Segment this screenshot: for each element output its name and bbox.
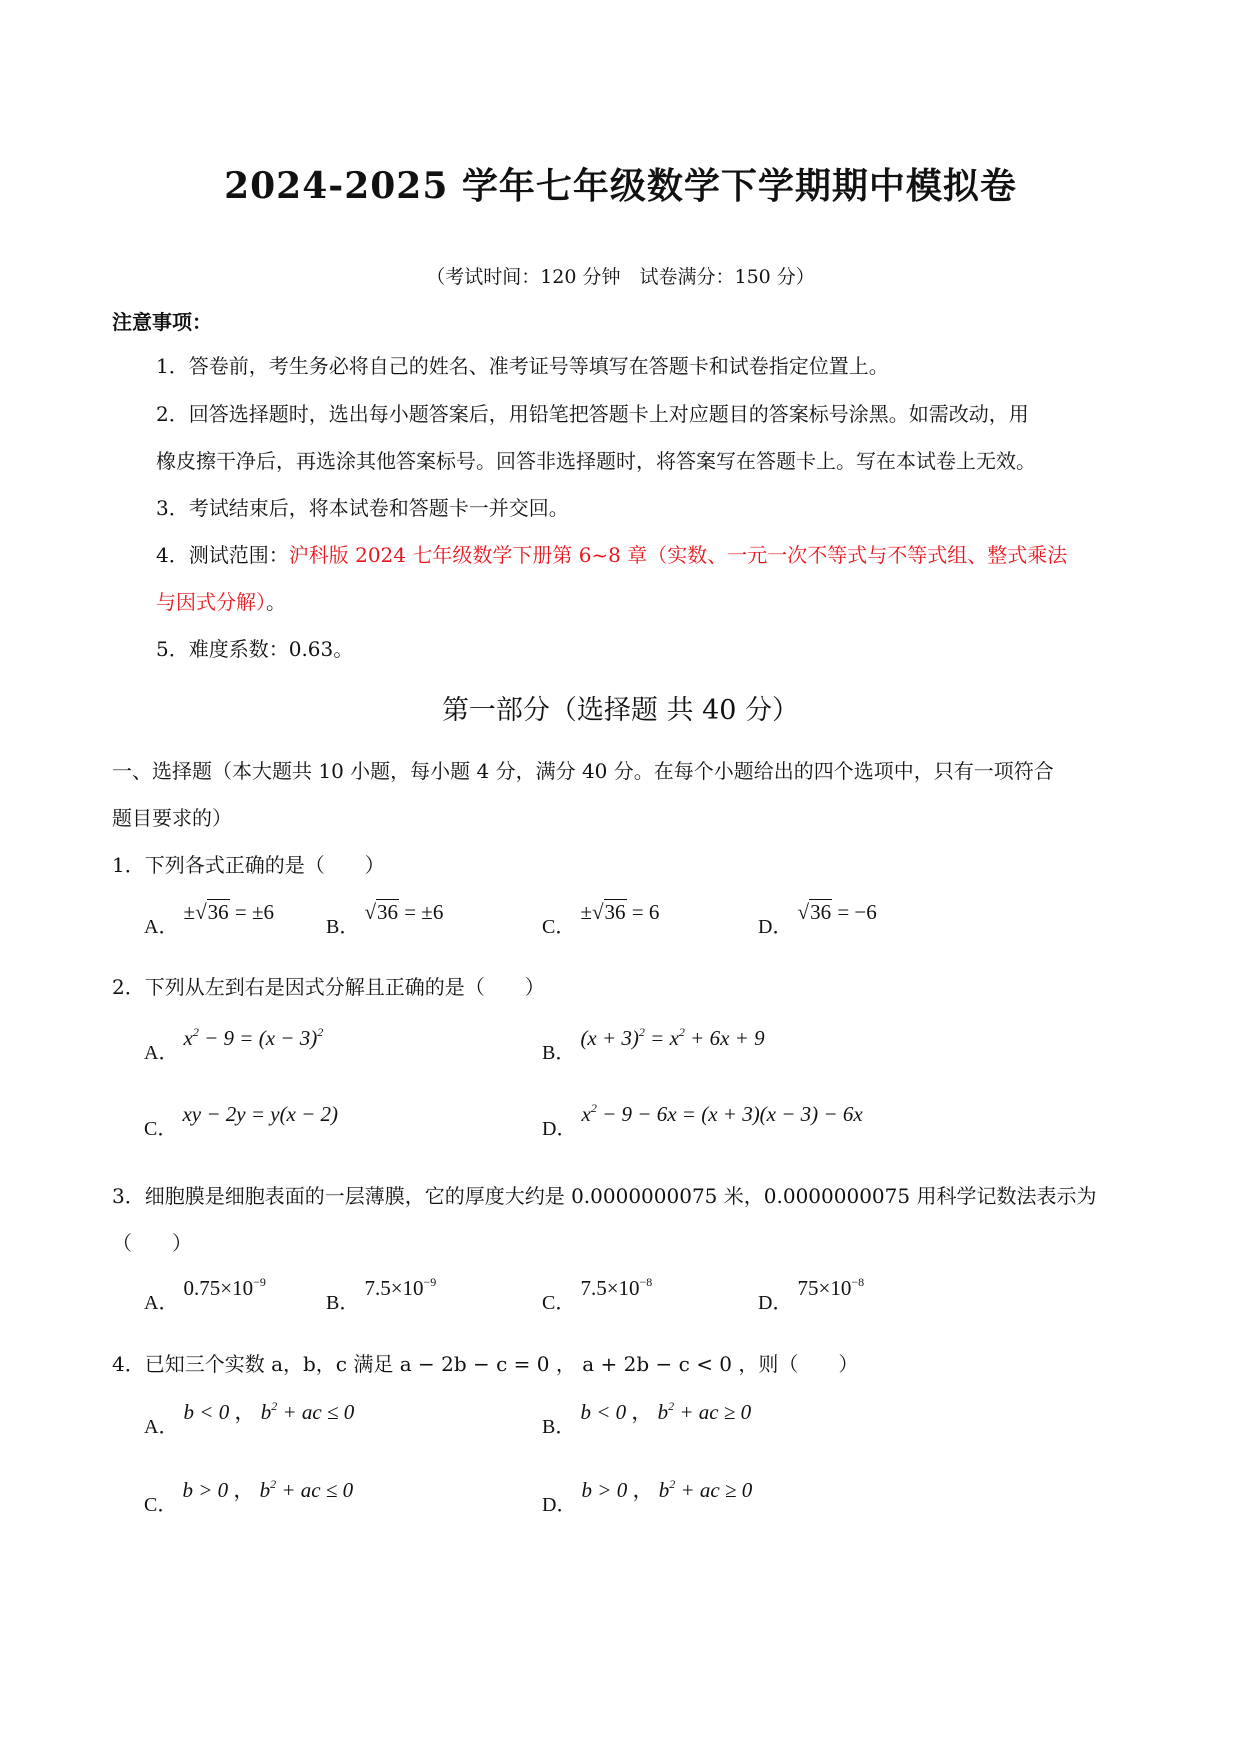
option-letter: B． — [542, 1042, 576, 1064]
q1-option-c[interactable] — [542, 896, 660, 938]
q3-option-c[interactable] — [542, 1272, 653, 1314]
q1-option-d[interactable] — [758, 896, 877, 938]
option-letter: A． — [144, 1042, 179, 1064]
option-math: xy − 2y = y(x − 2) — [182, 1102, 339, 1126]
q4-option-a[interactable] — [144, 1396, 355, 1438]
option-letter: A． — [144, 1292, 179, 1314]
question-2-stem: 2．下列从左到右是因式分解且正确的是（ ） — [112, 975, 545, 999]
section-instructions-cont: 题目要求的） — [112, 806, 232, 830]
option-letter: D． — [758, 1292, 793, 1314]
test-scope: 沪科版 2024 七年级数学下册第 6~8 章（实数、一元一次不等式与不等式组、整式乘法 — [288, 543, 1068, 567]
q4-option-c[interactable] — [144, 1474, 354, 1516]
option-letter: C． — [542, 1292, 576, 1314]
option-math: $0.75\times 10^{-9}$ — [183, 1275, 266, 1300]
option-math: $7.5\times 10^{-8}$ — [580, 1275, 653, 1300]
option-letter: D． — [758, 916, 793, 938]
option-math: √36 = ±6 — [364, 900, 444, 924]
q3-option-b[interactable] — [326, 1272, 437, 1314]
exam-title: 2024-2025 学年七年级数学下学期期中模拟卷 — [224, 165, 1017, 207]
question-4-stem: 4．已知三个实数 a，b，c 满足 a − 2b − c = 0 ， a + 2b − c < 0 ，则（ ） — [112, 1352, 859, 1376]
option-letter: C． — [144, 1494, 178, 1516]
q4-option-d[interactable] — [542, 1474, 753, 1516]
option-math: b < 0 ， $b^2$ + ac ≤ 0 — [183, 1399, 355, 1424]
q2-option-a[interactable] — [144, 1022, 324, 1064]
q2-option-c[interactable] — [144, 1098, 339, 1140]
option-math: √36 = −6 — [797, 900, 877, 924]
option-letter: C． — [144, 1118, 178, 1140]
question-3-stem: 3．细胞膜是细胞表面的一层薄膜，它的厚度大约是 0.0000000075 米，0.0000000075 用科学记数法表示为 — [112, 1184, 1097, 1208]
notice-item-4-suffix: 。 — [266, 590, 286, 614]
notice-item-5: 5．难度系数：0.63。 — [156, 637, 354, 661]
section-instructions: 一、选择题（本大题共 10 小题，每小题 4 分，满分 40 分。在每个小题给出的四个选项中，只有一项符合 — [112, 759, 1054, 783]
notice-item-4 — [156, 539, 1067, 568]
notice-item-4-cont — [156, 586, 286, 615]
option-letter: D． — [542, 1494, 577, 1516]
option-math: b > 0 ， $b^2$ + ac ≥ 0 — [581, 1477, 753, 1502]
option-letter: D． — [542, 1118, 577, 1140]
notice-item-3: 3．考试结束后，将本试卷和答题卡一并交回。 — [156, 496, 569, 520]
q3-option-a[interactable] — [144, 1272, 266, 1314]
option-letter: A． — [144, 916, 179, 938]
test-scope-cont: 与因式分解） — [156, 590, 266, 614]
option-math: $7.5\times 10^{-9}$ — [364, 1275, 437, 1300]
notice-item-2-cont: 橡皮擦干净后，再选涂其他答案标号。回答非选择题时，将答案写在答题卡上。写在本试卷上无效。 — [156, 449, 1036, 473]
question-3-stem-cont: （ ） — [112, 1231, 192, 1255]
option-math: $75\times 10^{-8}$ — [797, 1275, 865, 1300]
option-letter: B． — [542, 1416, 576, 1438]
option-letter: B． — [326, 1292, 360, 1314]
q2-option-b[interactable] — [542, 1022, 765, 1064]
notice-heading: 注意事项： — [112, 310, 212, 334]
question-1-stem: 1．下列各式正确的是（ ） — [112, 853, 385, 877]
option-math: $x^2 - 9 - 6x = (x + 3)(x - 3) - 6x$ — [581, 1101, 863, 1126]
option-letter: A． — [144, 1416, 179, 1438]
exam-subtitle: （考试时间：120 分钟 试卷满分：150 分） — [426, 266, 815, 288]
option-math: $(x + 3)^2 = x^2 + 6x + 9$ — [580, 1025, 765, 1050]
option-math: b > 0 ， $b^2$ + ac ≤ 0 — [182, 1477, 354, 1502]
option-math: ±√36 = 6 — [580, 900, 660, 924]
notice-item-2: 2．回答选择题时，选出每小题答案后，用铅笔把答题卡上对应题目的答案标号涂黑。如需改动，用 — [156, 402, 1029, 426]
option-math: $x^2 - 9 = (x - 3)^2$ — [183, 1025, 324, 1050]
q1-option-b[interactable] — [326, 896, 444, 938]
option-letter: B． — [326, 916, 360, 938]
section-title: 第一部分（选择题 共 40 分） — [441, 695, 800, 726]
option-letter: C． — [542, 916, 576, 938]
notice-item-4-prefix: 4．测试范围： — [156, 543, 289, 567]
notice-item-1: 1．答卷前，考生务必将自己的姓名、准考证号等填写在答题卡和试卷指定位置上。 — [156, 354, 889, 378]
option-math: ±√36 = ±6 — [183, 900, 274, 924]
q2-option-d[interactable] — [542, 1098, 863, 1140]
q1-option-a[interactable] — [144, 896, 274, 938]
q4-option-b[interactable] — [542, 1396, 752, 1438]
option-math: b < 0 ， $b^2$ + ac ≥ 0 — [580, 1399, 752, 1424]
q3-option-d[interactable] — [758, 1272, 865, 1314]
